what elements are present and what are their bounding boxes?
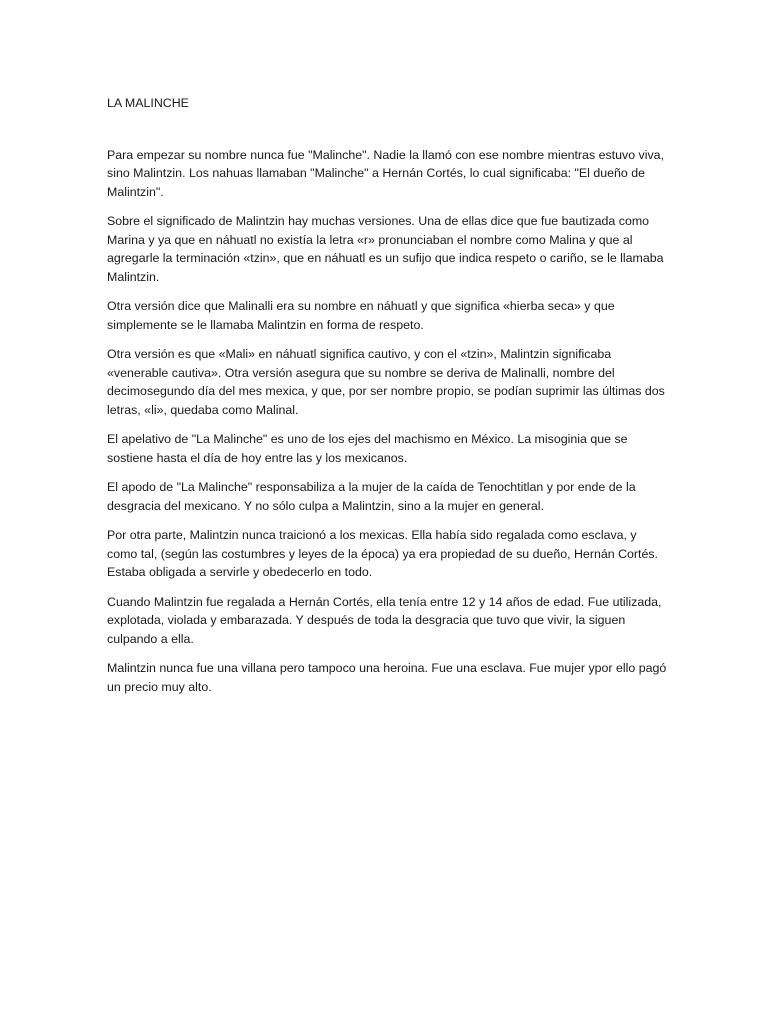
paragraph-meaning-versions: Sobre el significado de Malintzin hay muchas versiones. Una de ellas dice que fue bautizada como Marina y ya que en náhuatl no existía la letra «r» pronunciaban el nombre como Malina y que al agregarle la terminación «tzin», que en náhuatl es un sufijo que indica respeto o cariño, se le llamaba Malintzin.: [107, 214, 664, 284]
paragraph-name-origin: Para empezar su nombre nunca fue "Malinche". Nadie la llamó con ese nombre mientras estuvo viva, sino Malintzin. Los nahuas llamaban "Malinche" a Hernán Cortés, lo cual significaba: "El dueño de Malintzin".: [107, 147, 665, 199]
paragraph-no-betrayal: Por otra parte, Malintzin nunca traicionó a los mexicas. Ella había sido regalada como esclava, y como tal, (según las costumbres y leyes de la época) ya era propiedad de su dueño, Hernán Cortés. Estaba obligada a servirle y obedecerlo en todo.: [107, 528, 659, 579]
document-body: [107, 94, 667, 707]
document-title: LA MALINCHE: [107, 96, 189, 110]
paragraph-mali-version: Otra versión es que «Mali» en náhuatl significa cautivo, y con el «tzin», Malintzin significaba «venerable cautiva». Otra versión asegura que su nombre se deriva de Malinalli, nombre del decimosegundo día del mes mexica, y que, por ser nombre propio, se podían suprimir las últimas dos letras, «li», quedaba como Malinal.: [107, 347, 665, 417]
paragraph-malinalli-version: Otra versión dice que Malinalli era su nombre en náhuatl y que significa «hierba seca» y que simplemente se le llamaba Malintzin en forma de respeto.: [107, 299, 615, 332]
paragraph-machismo: El apelativo de "La Malinche" es uno de los ejes del machismo en México. La misoginia que se sostiene hasta el día de hoy entre las y los mexicanos.: [107, 432, 628, 465]
paragraph-nickname-blame: El apodo de "La Malinche" responsabiliza a la mujer de la caída de Tenochtitlan y por ende de la desgracia del mexicano. Y no sólo culpa a Malintzin, sino a la mujer en general.: [107, 480, 636, 513]
paragraph-conclusion: Malintzin nunca fue una villana pero tampoco una heroina. Fue una esclava. Fue mujer ypor ello pagó un precio muy alto.: [107, 661, 667, 694]
paragraph-given-to-cortes: Cuando Malintzin fue regalada a Hernán Cortés, ella tenía entre 12 y 14 años de edad. Fue utilizada, explotada, violada y embarazada. Y después de toda la desgracia que tuvo que vivir, la siguen culpando a ella.: [107, 594, 662, 646]
